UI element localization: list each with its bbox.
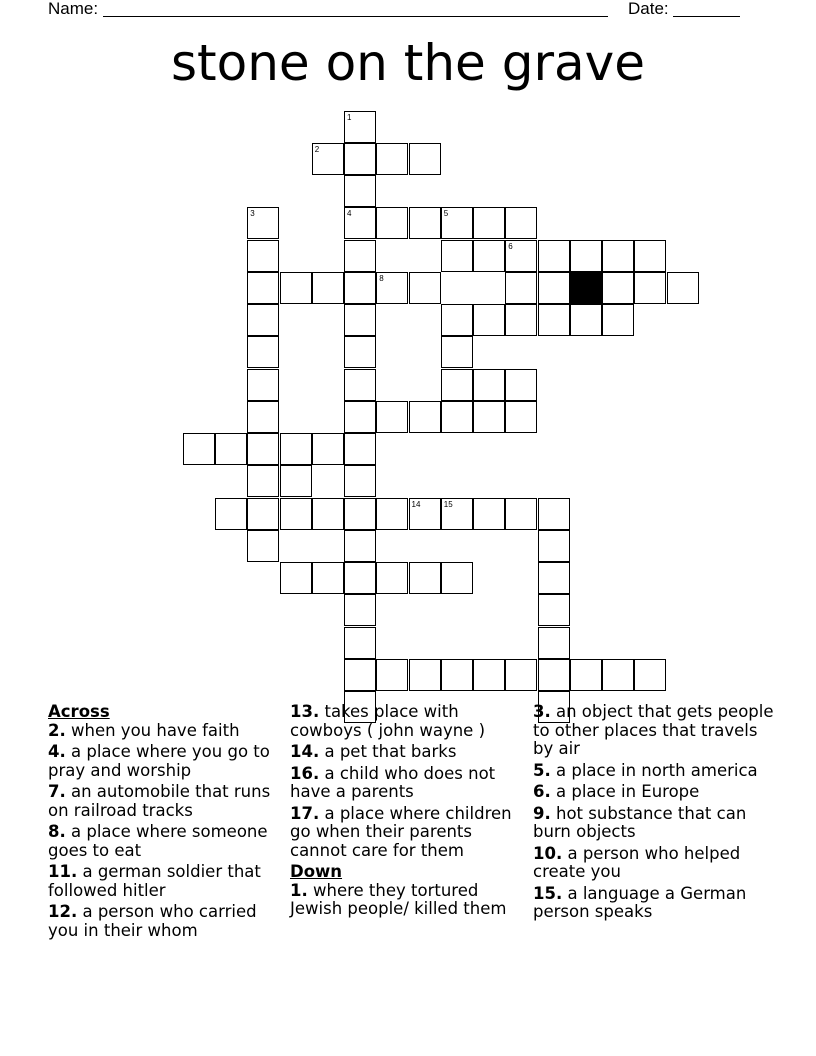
- grid-cell[interactable]: [280, 465, 312, 497]
- grid-cell[interactable]: [312, 272, 344, 304]
- clue-across: 12. a person who carried you in their whom: [48, 902, 257, 940]
- grid-cell[interactable]: [344, 562, 376, 594]
- clue-number: 15: [443, 499, 453, 509]
- grid-cell[interactable]: [667, 272, 699, 304]
- grid-cell[interactable]: [441, 304, 473, 336]
- grid-cell[interactable]: [538, 562, 570, 594]
- clue-number: 2: [314, 144, 320, 154]
- grid-cell[interactable]: [344, 530, 376, 562]
- grid-cell[interactable]: [602, 272, 634, 304]
- grid-cell[interactable]: [538, 530, 570, 562]
- grid-cell[interactable]: [634, 659, 666, 691]
- grid-cell[interactable]: [441, 498, 473, 530]
- grid-cell[interactable]: [247, 304, 279, 336]
- grid-cell[interactable]: [344, 369, 376, 401]
- grid-cell[interactable]: [505, 240, 537, 272]
- grid-cell[interactable]: [602, 240, 634, 272]
- grid-cell[interactable]: [280, 433, 312, 465]
- clue-down: 6. a place in Europe: [533, 782, 700, 801]
- grid-cell[interactable]: [344, 465, 376, 497]
- grid-cell[interactable]: [183, 433, 215, 465]
- grid-cell[interactable]: [344, 433, 376, 465]
- grid-cell[interactable]: [473, 207, 505, 239]
- grid-cell[interactable]: [344, 272, 376, 304]
- grid-cell[interactable]: [473, 498, 505, 530]
- grid-cell[interactable]: [538, 272, 570, 304]
- clue-across: 4. a place where you go to pray and worship: [48, 742, 270, 780]
- clue-across: 8. a place where someone goes to eat: [48, 822, 268, 860]
- grid-cell[interactable]: [409, 143, 441, 175]
- grid-cell[interactable]: [247, 369, 279, 401]
- grid-cell[interactable]: [538, 594, 570, 626]
- grid-cell[interactable]: [570, 659, 602, 691]
- grid-cell[interactable]: [376, 659, 408, 691]
- grid-cell[interactable]: [312, 562, 344, 594]
- grid-cell[interactable]: [344, 175, 376, 207]
- grid-cell[interactable]: [376, 272, 408, 304]
- grid-cell[interactable]: [602, 304, 634, 336]
- clue-down: 5. a place in north america: [533, 760, 758, 780]
- grid-cell[interactable]: [280, 498, 312, 530]
- grid-cell[interactable]: [344, 594, 376, 626]
- grid-cell[interactable]: [344, 240, 376, 272]
- grid-cell[interactable]: [505, 272, 537, 304]
- grid-cell[interactable]: [247, 530, 279, 562]
- grid-cell[interactable]: [247, 401, 279, 433]
- grid-cell[interactable]: [344, 627, 376, 659]
- grid-cell[interactable]: [280, 272, 312, 304]
- grid-cell[interactable]: [312, 433, 344, 465]
- clue-number: 3: [250, 209, 255, 219]
- clue-across: 7. an automobile that runs on railroad tracks: [48, 782, 271, 820]
- name-label: Name:: [48, 0, 99, 18]
- grid-cell[interactable]: [441, 240, 473, 272]
- clue-number: 5: [443, 209, 449, 219]
- grid-cell[interactable]: [441, 401, 473, 433]
- clue-number: 1: [347, 112, 352, 122]
- black-square: [570, 272, 602, 304]
- grid-cell[interactable]: [344, 498, 376, 530]
- grid-cell[interactable]: [376, 401, 408, 433]
- clue-across: 17. a place where children go when their parents cannot care for them: [290, 803, 512, 860]
- grid-cell[interactable]: [247, 272, 279, 304]
- clue-down: 1. where they tortured Jewish people/ killed them: [290, 880, 507, 918]
- grid-cell[interactable]: [247, 240, 279, 272]
- grid-cell[interactable]: [538, 304, 570, 336]
- grid-cell[interactable]: [473, 401, 505, 433]
- clue-across: 11. a german soldier that followed hitler: [48, 862, 261, 900]
- grid-cell[interactable]: [473, 659, 505, 691]
- grid-cell[interactable]: [247, 465, 279, 497]
- grid-cell[interactable]: [409, 207, 441, 239]
- clue-number: 4: [347, 209, 352, 219]
- grid-cell[interactable]: [538, 240, 570, 272]
- grid-cell[interactable]: [376, 562, 408, 594]
- grid-cell[interactable]: [538, 498, 570, 530]
- grid-cell[interactable]: [344, 207, 376, 239]
- grid-cell[interactable]: [473, 304, 505, 336]
- clues-column-1: [48, 703, 280, 943]
- grid-cell[interactable]: [505, 207, 537, 239]
- grid-cell[interactable]: [409, 498, 441, 530]
- grid-cell[interactable]: [602, 659, 634, 691]
- grid-cell[interactable]: [473, 240, 505, 272]
- grid-cell[interactable]: [441, 562, 473, 594]
- date-label: Date:: [628, 0, 669, 18]
- grid-cell[interactable]: [505, 401, 537, 433]
- grid-cell[interactable]: [247, 498, 279, 530]
- grid-cell[interactable]: [376, 498, 408, 530]
- down-heading: Down: [290, 862, 343, 881]
- grid-cell[interactable]: [247, 433, 279, 465]
- across-heading: Across: [48, 702, 110, 721]
- clue-down: 15. a language a German person speaks: [533, 883, 747, 921]
- grid-cell[interactable]: [247, 207, 279, 239]
- grid-cell[interactable]: [441, 336, 473, 368]
- grid-cell[interactable]: [344, 401, 376, 433]
- grid-cell[interactable]: [505, 369, 537, 401]
- grid-cell[interactable]: [441, 659, 473, 691]
- clue-across: 16. a child who does not have a parents: [290, 763, 496, 801]
- grid-cell[interactable]: [280, 562, 312, 594]
- grid-cell[interactable]: [215, 433, 247, 465]
- grid-cell[interactable]: [538, 659, 570, 691]
- grid-cell[interactable]: [409, 272, 441, 304]
- clue-number: 14: [411, 499, 421, 509]
- grid-cell[interactable]: [473, 369, 505, 401]
- grid-cell[interactable]: [215, 498, 247, 530]
- grid-cell[interactable]: [570, 240, 602, 272]
- grid-cell[interactable]: [441, 369, 473, 401]
- clue-number: 8: [379, 273, 384, 283]
- grid-cell[interactable]: [344, 304, 376, 336]
- grid-cell[interactable]: [344, 111, 376, 143]
- grid-cell[interactable]: [570, 304, 602, 336]
- clue-down: 3. an object that gets people to other places that travels by air: [533, 702, 774, 758]
- grid-cell[interactable]: [634, 272, 666, 304]
- clue-number: 6: [508, 241, 513, 251]
- clues-column-3: [533, 703, 778, 925]
- clue-across: 14. a pet that barks: [290, 742, 457, 761]
- grid-cell[interactable]: [344, 143, 376, 175]
- grid-cell[interactable]: [505, 659, 537, 691]
- grid-cell[interactable]: [312, 498, 344, 530]
- grid-cell[interactable]: [409, 659, 441, 691]
- grid-cell[interactable]: [538, 627, 570, 659]
- grid-cell[interactable]: [409, 562, 441, 594]
- clue-down: 10. a person who helped create you: [533, 843, 741, 881]
- grid-cell[interactable]: [247, 336, 279, 368]
- grid-cell[interactable]: [344, 336, 376, 368]
- grid-cell[interactable]: [505, 304, 537, 336]
- clue-down: 9. hot substance that can burn objects: [533, 803, 747, 841]
- puzzle-title: stone on the grave: [171, 34, 645, 92]
- grid-cell[interactable]: [312, 143, 344, 175]
- grid-cell[interactable]: [344, 659, 376, 691]
- clues-column-2: [290, 703, 526, 922]
- grid-cell[interactable]: [376, 143, 408, 175]
- clue-across: 13. takes place with cowboys ( john wayne ): [290, 702, 486, 740]
- grid-cell[interactable]: [376, 207, 408, 239]
- grid-cell[interactable]: [441, 207, 473, 239]
- grid-cell[interactable]: [409, 401, 441, 433]
- grid-cell[interactable]: [634, 240, 666, 272]
- clue-across: 2. when you have faith: [48, 720, 240, 740]
- grid-cell[interactable]: [505, 498, 537, 530]
